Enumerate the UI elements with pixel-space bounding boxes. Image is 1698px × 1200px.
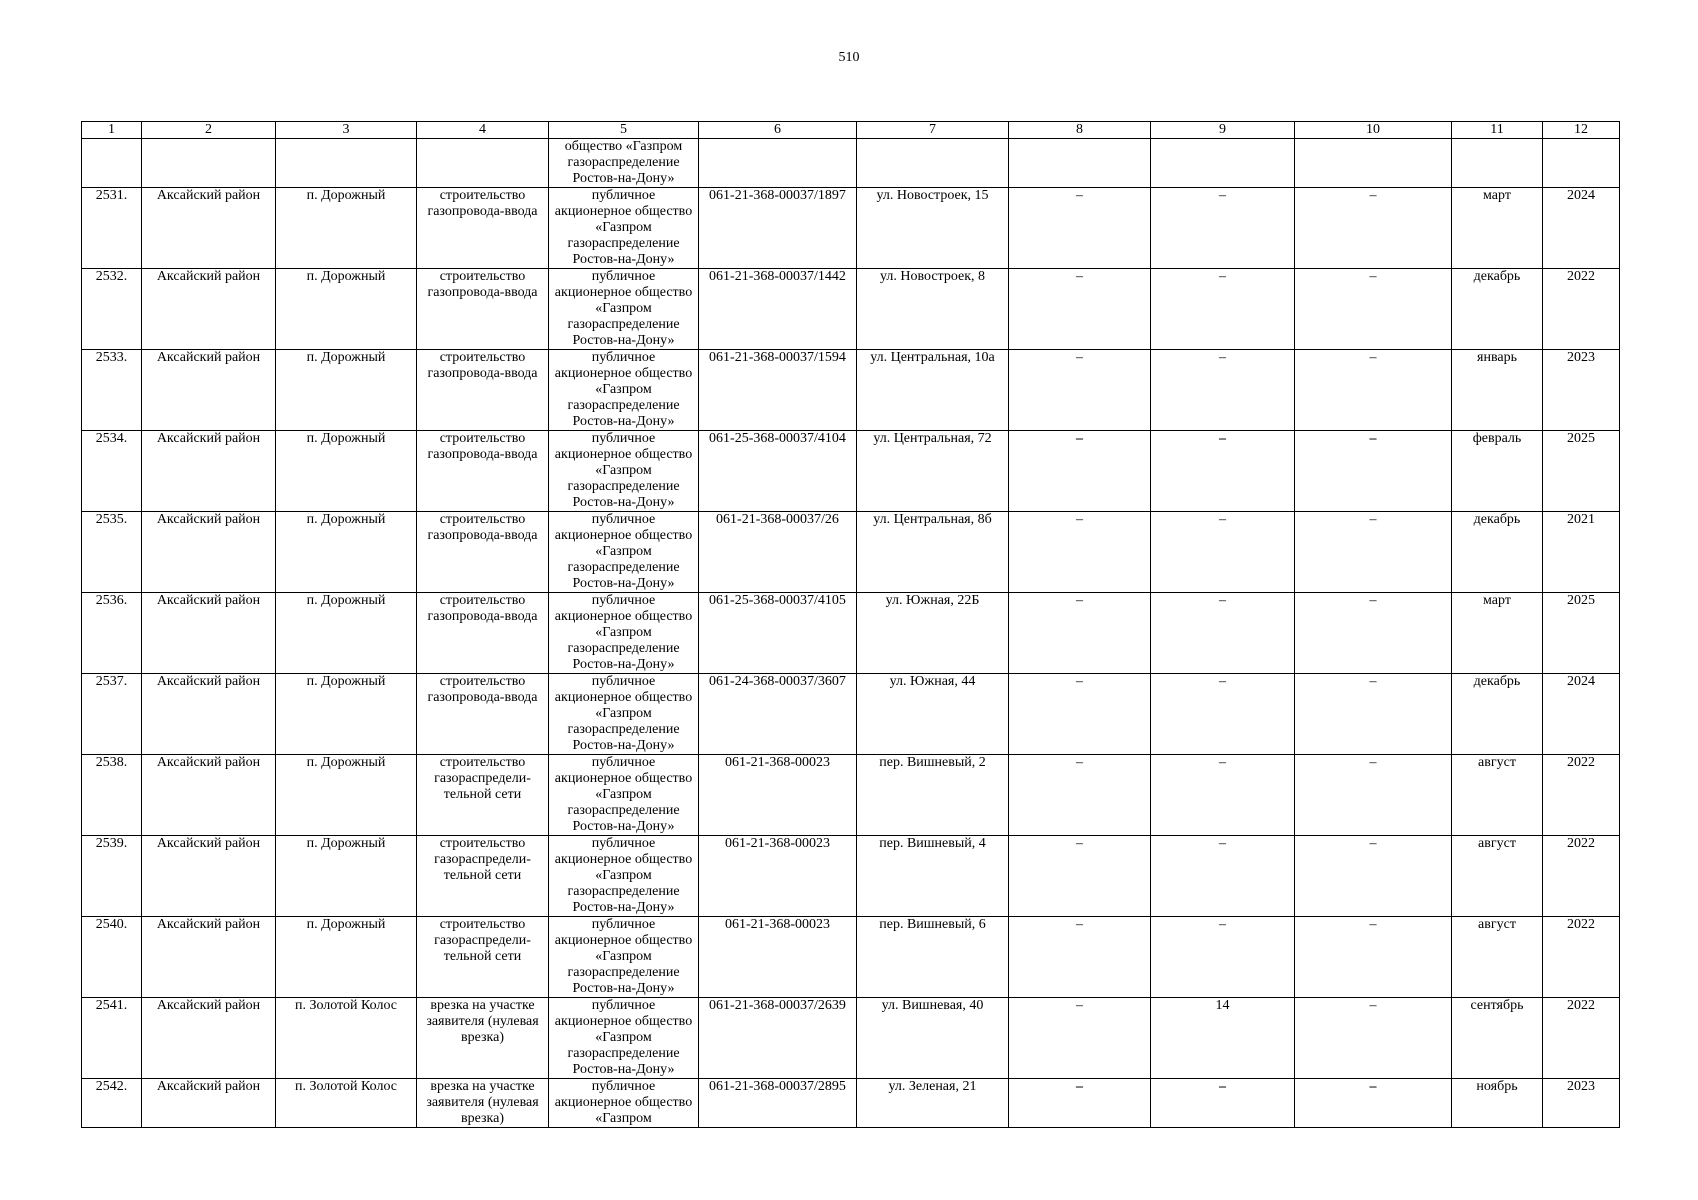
- cell-year: 2024: [1543, 188, 1620, 269]
- cell-col10: –: [1295, 512, 1452, 593]
- table-row: [82, 593, 1620, 674]
- cell-settlement: п. Дорожный: [276, 917, 417, 998]
- cell-work-type: строительство газопровода-ввода: [417, 431, 549, 512]
- cell-owner: публичное акционерное общество «Газпром газораспределение Ростов-на-Дону»: [549, 512, 699, 593]
- cell-month: август: [1452, 836, 1543, 917]
- cell-address: ул. Южная, 44: [857, 674, 1009, 755]
- cell-col8: –: [1009, 431, 1151, 512]
- cell-work-type: строительство газопровода-ввода: [417, 512, 549, 593]
- cell-district: Аксайский район: [142, 431, 276, 512]
- column-header: 7: [857, 122, 1009, 139]
- cell-year: 2022: [1543, 836, 1620, 917]
- cell-district: Аксайский район: [142, 674, 276, 755]
- cell-district: Аксайский район: [142, 755, 276, 836]
- cell-work-type: строительство газопровода-ввода: [417, 188, 549, 269]
- cell-settlement: п. Дорожный: [276, 269, 417, 350]
- cell-col9: –: [1151, 188, 1295, 269]
- column-header: 5: [549, 122, 699, 139]
- cell-col9: –: [1151, 836, 1295, 917]
- cell-district: Аксайский район: [142, 350, 276, 431]
- column-header: 8: [1009, 122, 1151, 139]
- cell-address: ул. Новостроек, 8: [857, 269, 1009, 350]
- cell-district: Аксайский район: [142, 1079, 276, 1128]
- column-header: 1: [82, 122, 142, 139]
- cell-work-type: строительство газопровода-ввода: [417, 674, 549, 755]
- cell-work-type: строительство газораспредели-тельной сети: [417, 836, 549, 917]
- cell-col8: –: [1009, 917, 1151, 998]
- cell-owner: публичное акционерное общество «Газпром газораспределение Ростов-на-Дону»: [549, 350, 699, 431]
- cell-year: 2022: [1543, 755, 1620, 836]
- column-header: 12: [1543, 122, 1620, 139]
- cell-year: 2023: [1543, 1079, 1620, 1128]
- cell-address: пер. Вишневый, 2: [857, 755, 1009, 836]
- cell-code: 061-24-368-00037/3607: [699, 674, 857, 755]
- cell-address: пер. Вишневый, 4: [857, 836, 1009, 917]
- cell-owner: публичное акционерное общество «Газпром газораспределение Ростов-на-Дону»: [549, 188, 699, 269]
- cell-col9: –: [1151, 755, 1295, 836]
- cell-month: декабрь: [1452, 512, 1543, 593]
- cell-month: март: [1452, 188, 1543, 269]
- table-row: [82, 350, 1620, 431]
- cell-empty: [142, 139, 276, 188]
- cell-owner: публичное акционерное общество «Газпром газораспределение Ростов-на-Дону»: [549, 593, 699, 674]
- cell-district: Аксайский район: [142, 269, 276, 350]
- column-header: 9: [1151, 122, 1295, 139]
- cell-empty: [699, 139, 857, 188]
- table-body: [82, 139, 1620, 1128]
- cell-settlement: п. Дорожный: [276, 593, 417, 674]
- cell-empty: [1009, 139, 1151, 188]
- cell-year: 2025: [1543, 431, 1620, 512]
- cell-col10: –: [1295, 1079, 1452, 1128]
- cell-col10: –: [1295, 755, 1452, 836]
- cell-settlement: п. Золотой Колос: [276, 1079, 417, 1128]
- cell-work-type: строительство газопровода-ввода: [417, 350, 549, 431]
- cell-district: Аксайский район: [142, 188, 276, 269]
- cell-month: декабрь: [1452, 674, 1543, 755]
- cell-code: 061-21-368-00037/2895: [699, 1079, 857, 1128]
- cell-col9: 14: [1151, 998, 1295, 1079]
- cell-owner: публичное акционерное общество «Газпром газораспределение Ростов-на-Дону»: [549, 755, 699, 836]
- cell-month: август: [1452, 755, 1543, 836]
- cell-year: 2025: [1543, 593, 1620, 674]
- cell-owner: публичное акционерное общество «Газпром газораспределение Ростов-на-Дону»: [549, 674, 699, 755]
- cell-address: ул. Зеленая, 21: [857, 1079, 1009, 1128]
- cell-owner: публичное акционерное общество «Газпром газораспределение Ростов-на-Дону»: [549, 917, 699, 998]
- cell-month: декабрь: [1452, 269, 1543, 350]
- cell-code: 061-25-368-00037/4105: [699, 593, 857, 674]
- cell-number: 2533.: [82, 350, 142, 431]
- cell-number: 2539.: [82, 836, 142, 917]
- cell-empty: [1151, 139, 1295, 188]
- cell-year: 2022: [1543, 917, 1620, 998]
- cell-col9: –: [1151, 593, 1295, 674]
- cell-address: ул. Центральная, 8б: [857, 512, 1009, 593]
- table-row: [82, 512, 1620, 593]
- cell-col10: –: [1295, 350, 1452, 431]
- cell-address: ул. Новостроек, 15: [857, 188, 1009, 269]
- page-number: 510: [838, 50, 860, 65]
- cell-empty: [1295, 139, 1452, 188]
- cell-address: ул. Вишневая, 40: [857, 998, 1009, 1079]
- cell-empty: [1452, 139, 1543, 188]
- cell-col10: –: [1295, 836, 1452, 917]
- cell-number: 2534.: [82, 431, 142, 512]
- cell-work-type: врезка на участке заявителя (нулевая врезка): [417, 998, 549, 1079]
- cell-address: ул. Южная, 22Б: [857, 593, 1009, 674]
- cell-address: ул. Центральная, 72: [857, 431, 1009, 512]
- column-header: 11: [1452, 122, 1543, 139]
- cell-col8: –: [1009, 998, 1151, 1079]
- cell-col10: –: [1295, 674, 1452, 755]
- cell-settlement: п. Дорожный: [276, 350, 417, 431]
- cell-month: ноябрь: [1452, 1079, 1543, 1128]
- cell-number: 2537.: [82, 674, 142, 755]
- cell-work-type: строительство газораспредели-тельной сети: [417, 755, 549, 836]
- table-row: [82, 431, 1620, 512]
- cell-col9: –: [1151, 1079, 1295, 1128]
- cell-settlement: п. Дорожный: [276, 836, 417, 917]
- cell-empty: [1543, 139, 1620, 188]
- cell-settlement: п. Дорожный: [276, 512, 417, 593]
- cell-code: 061-21-368-00037/1442: [699, 269, 857, 350]
- cell-col10: –: [1295, 269, 1452, 350]
- column-header: 6: [699, 122, 857, 139]
- cell-district: Аксайский район: [142, 512, 276, 593]
- cell-col8: –: [1009, 674, 1151, 755]
- cell-empty: [276, 139, 417, 188]
- cell-col8: –: [1009, 836, 1151, 917]
- cell-col9: –: [1151, 269, 1295, 350]
- cell-settlement: п. Дорожный: [276, 188, 417, 269]
- cell-year: 2023: [1543, 350, 1620, 431]
- cell-month: сентябрь: [1452, 998, 1543, 1079]
- cell-number: 2540.: [82, 917, 142, 998]
- cell-col10: –: [1295, 188, 1452, 269]
- cell-col10: –: [1295, 917, 1452, 998]
- column-header: 2: [142, 122, 276, 139]
- cell-col8: –: [1009, 350, 1151, 431]
- cell-owner: публичное акционерное общество «Газпром газораспределение Ростов-на-Дону»: [549, 431, 699, 512]
- cell-code: 061-21-368-00023: [699, 917, 857, 998]
- cell-owner: публичное акционерное общество «Газпром: [549, 1079, 699, 1128]
- cell-owner: публичное акционерное общество «Газпром газораспределение Ростов-на-Дону»: [549, 269, 699, 350]
- cell-col10: –: [1295, 593, 1452, 674]
- cell-work-type: строительство газопровода-ввода: [417, 593, 549, 674]
- table-row: [82, 269, 1620, 350]
- cell-empty: [82, 139, 142, 188]
- cell-year: 2021: [1543, 512, 1620, 593]
- cell-code: 061-21-368-00023: [699, 836, 857, 917]
- cell-col8: –: [1009, 755, 1151, 836]
- cell-empty: [857, 139, 1009, 188]
- cell-address: пер. Вишневый, 6: [857, 917, 1009, 998]
- cell-number: 2541.: [82, 998, 142, 1079]
- cell-number: 2538.: [82, 755, 142, 836]
- cell-owner: публичное акционерное общество «Газпром газораспределение Ростов-на-Дону»: [549, 998, 699, 1079]
- cell-col10: –: [1295, 998, 1452, 1079]
- cell-col9: –: [1151, 917, 1295, 998]
- cell-col9: –: [1151, 512, 1295, 593]
- continuation-row: [82, 139, 1620, 188]
- cell-code: 061-21-368-00037/26: [699, 512, 857, 593]
- cell-col8: –: [1009, 593, 1151, 674]
- cell-settlement: п. Золотой Колос: [276, 998, 417, 1079]
- table-row: [82, 188, 1620, 269]
- cell-work-type: строительство газопровода-ввода: [417, 269, 549, 350]
- cell-code: 061-21-368-00023: [699, 755, 857, 836]
- cell-col10: –: [1295, 431, 1452, 512]
- cell-col8: –: [1009, 1079, 1151, 1128]
- cell-col8: –: [1009, 188, 1151, 269]
- cell-district: Аксайский район: [142, 998, 276, 1079]
- cell-district: Аксайский район: [142, 593, 276, 674]
- cell-number: 2535.: [82, 512, 142, 593]
- cell-owner: публичное акционерное общество «Газпром газораспределение Ростов-на-Дону»: [549, 836, 699, 917]
- cell-month: август: [1452, 917, 1543, 998]
- cell-code: 061-25-368-00037/4104: [699, 431, 857, 512]
- cell-empty: [417, 139, 549, 188]
- registry-table: [81, 121, 1620, 1128]
- cell-col9: –: [1151, 350, 1295, 431]
- cell-col8: –: [1009, 512, 1151, 593]
- table-row: [82, 674, 1620, 755]
- cell-col9: –: [1151, 674, 1295, 755]
- cell-owner-continued: общество «Газпром газораспределение Ростов-на-Дону»: [549, 139, 699, 188]
- cell-work-type: строительство газораспредели-тельной сети: [417, 917, 549, 998]
- cell-address: ул. Центральная, 10а: [857, 350, 1009, 431]
- cell-month: март: [1452, 593, 1543, 674]
- cell-number: 2531.: [82, 188, 142, 269]
- cell-number: 2542.: [82, 1079, 142, 1128]
- table-row: [82, 755, 1620, 836]
- cell-code: 061-21-368-00037/2639: [699, 998, 857, 1079]
- table-row: [82, 836, 1620, 917]
- cell-month: январь: [1452, 350, 1543, 431]
- cell-code: 061-21-368-00037/1897: [699, 188, 857, 269]
- column-header: 3: [276, 122, 417, 139]
- cell-code: 061-21-368-00037/1594: [699, 350, 857, 431]
- cell-number: 2536.: [82, 593, 142, 674]
- table-header: [82, 122, 1620, 139]
- table-row: [82, 1079, 1620, 1128]
- cell-month: февраль: [1452, 431, 1543, 512]
- column-header: 4: [417, 122, 549, 139]
- cell-district: Аксайский район: [142, 917, 276, 998]
- table-row: [82, 998, 1620, 1079]
- cell-year: 2022: [1543, 269, 1620, 350]
- cell-settlement: п. Дорожный: [276, 674, 417, 755]
- cell-district: Аксайский район: [142, 836, 276, 917]
- cell-settlement: п. Дорожный: [276, 755, 417, 836]
- table-row: [82, 917, 1620, 998]
- cell-work-type: врезка на участке заявителя (нулевая врезка): [417, 1079, 549, 1128]
- cell-settlement: п. Дорожный: [276, 431, 417, 512]
- cell-col9: –: [1151, 431, 1295, 512]
- cell-year: 2022: [1543, 998, 1620, 1079]
- cell-year: 2024: [1543, 674, 1620, 755]
- cell-number: 2532.: [82, 269, 142, 350]
- header-row: [82, 122, 1620, 139]
- column-header: 10: [1295, 122, 1452, 139]
- cell-col8: –: [1009, 269, 1151, 350]
